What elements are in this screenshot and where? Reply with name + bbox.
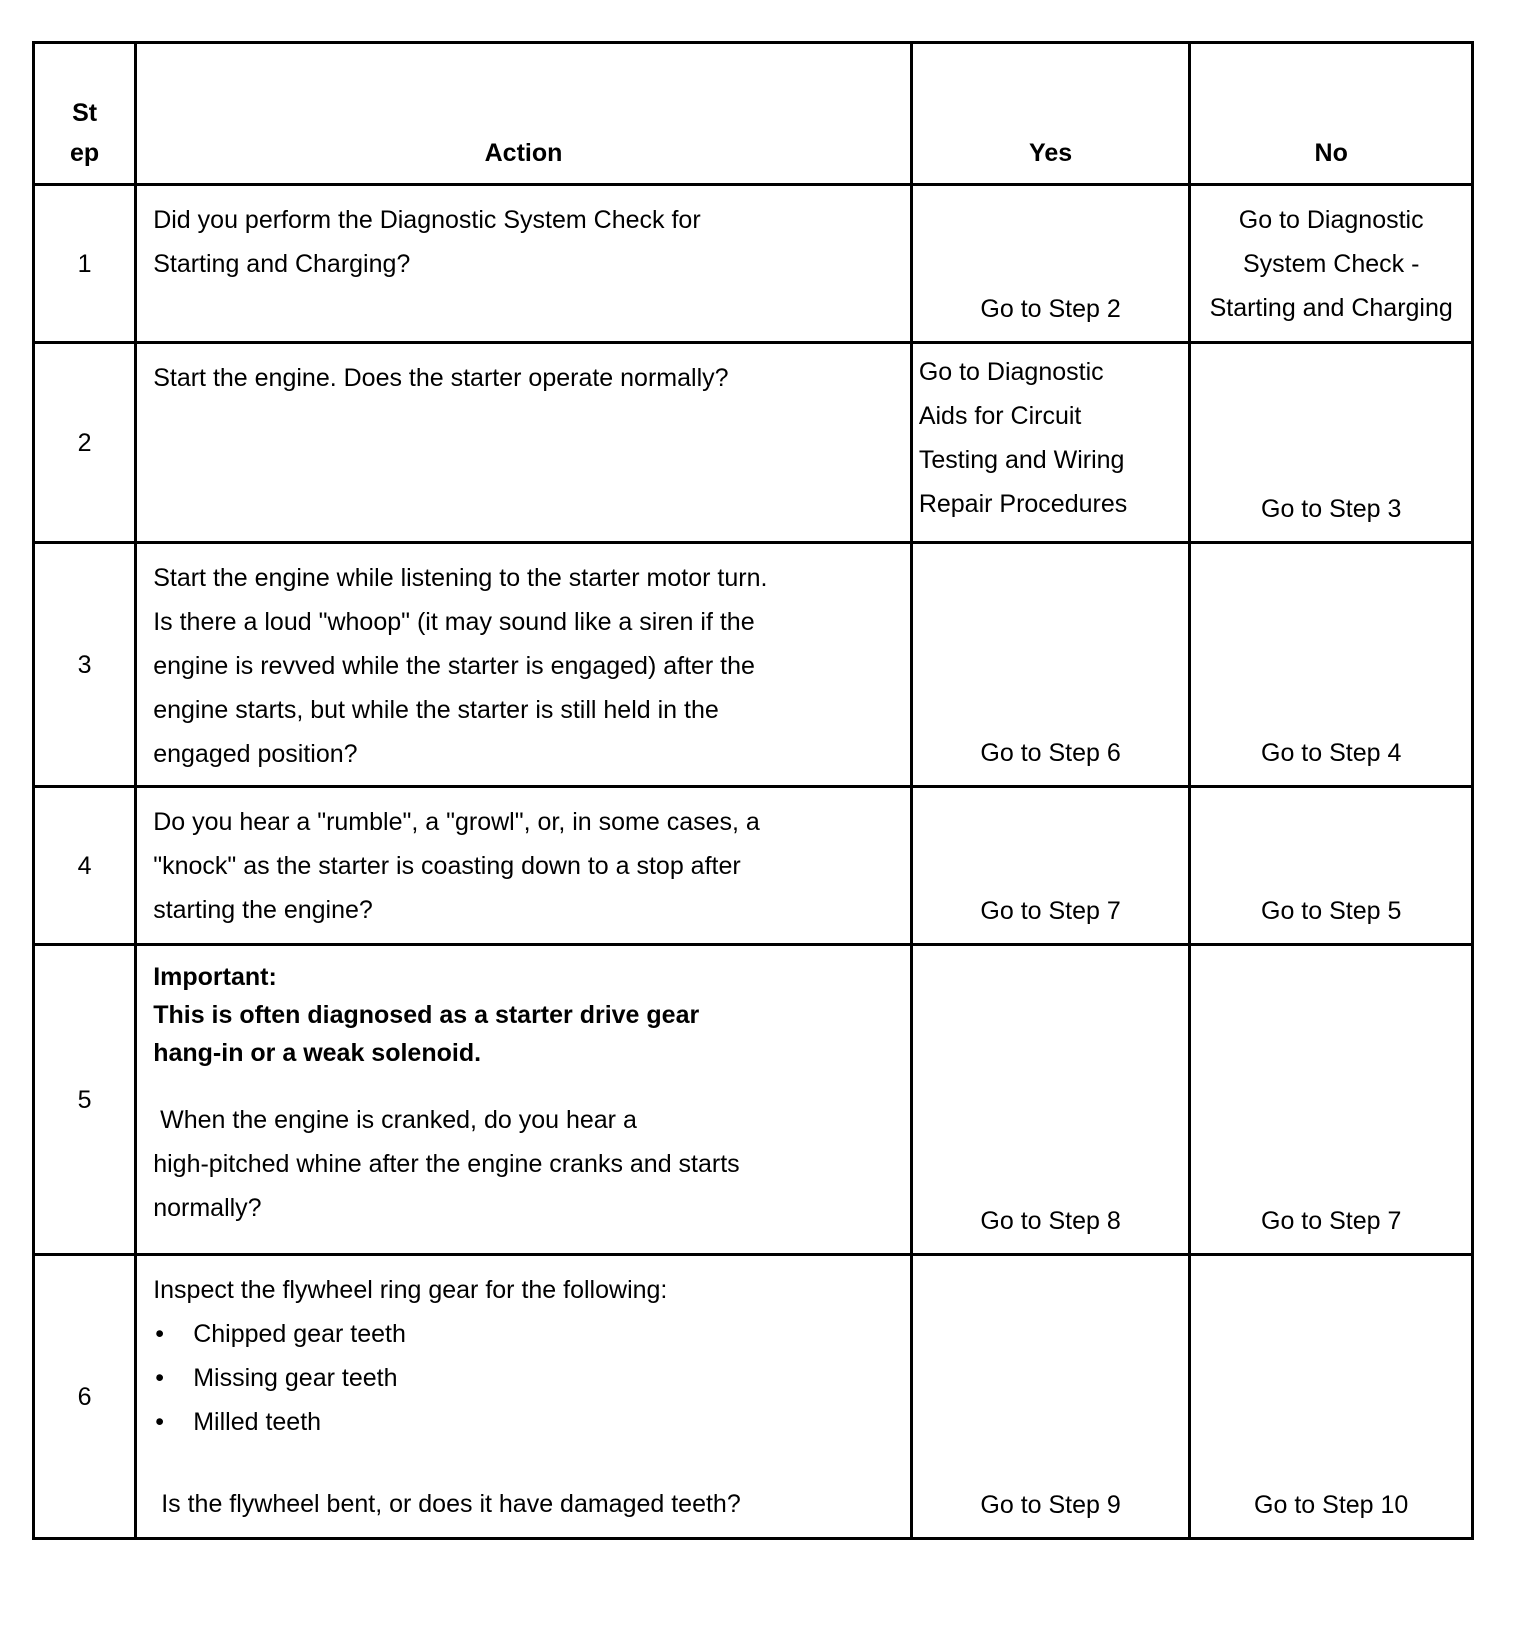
table-row bbox=[34, 945, 1473, 1255]
header-step: St ep bbox=[34, 43, 136, 185]
yes-line: Aids for Circuit bbox=[918, 402, 1082, 430]
spacer bbox=[153, 1444, 894, 1482]
action-line: Is there a loud "whoop" (it may sound like a siren if the bbox=[153, 608, 755, 636]
action-line: high-pitched whine after the engine cranks and starts bbox=[153, 1150, 740, 1178]
action-line: Do you hear a "rumble", a "growl", or, in some cases, a bbox=[153, 808, 760, 836]
action-line: engine starts, but while the starter is still held in the bbox=[153, 696, 719, 724]
action-cell bbox=[136, 343, 912, 543]
action-line: Start the engine while listening to the starter motor turn. bbox=[153, 564, 768, 592]
action-line: normally? bbox=[153, 1194, 262, 1222]
yes-cell: Go to Step 9 bbox=[911, 1255, 1190, 1539]
header-no: No bbox=[1190, 43, 1473, 185]
action-line: engine is revved while the starter is engaged) after the bbox=[153, 652, 755, 680]
no-line: Go to Diagnostic bbox=[1238, 206, 1424, 234]
yes-cell: Go to Step 6 bbox=[911, 543, 1190, 787]
action-line: Starting and Charging? bbox=[153, 250, 411, 278]
action-cell bbox=[136, 1255, 912, 1539]
important-line: hang-in or a weak solenoid. bbox=[153, 1039, 482, 1067]
action-line: "knock" as the starter is coasting down to a stop after bbox=[153, 852, 741, 880]
no-cell bbox=[1190, 185, 1473, 343]
no-cell: Go to Step 4 bbox=[1190, 543, 1473, 787]
action-line: Is the flywheel bent, or does it have damaged teeth? bbox=[161, 1490, 741, 1518]
yes-cell: Go to Step 7 bbox=[911, 787, 1190, 945]
table-row bbox=[34, 787, 1473, 945]
list-item bbox=[153, 1356, 894, 1400]
bullet-text: Chipped gear teeth bbox=[193, 1320, 406, 1348]
no-cell: Go to Step 5 bbox=[1190, 787, 1473, 945]
table-row bbox=[34, 543, 1473, 787]
step-number: 5 bbox=[34, 945, 136, 1255]
no-line: Starting and Charging bbox=[1209, 294, 1453, 322]
action-cell bbox=[136, 787, 912, 945]
yes-cell bbox=[911, 343, 1190, 543]
action-line: Inspect the flywheel ring gear for the following: bbox=[153, 1276, 668, 1304]
action-line: engaged position? bbox=[153, 740, 358, 768]
header-yes: Yes bbox=[911, 43, 1190, 185]
action-cell bbox=[136, 543, 912, 787]
step-number: 4 bbox=[34, 787, 136, 945]
table-row bbox=[34, 1255, 1473, 1539]
table-row bbox=[34, 343, 1473, 543]
bullet-list bbox=[153, 1312, 894, 1444]
spacer bbox=[153, 1072, 894, 1098]
header-row bbox=[34, 43, 1473, 185]
important-label: Important: bbox=[153, 963, 277, 991]
no-cell: Go to Step 10 bbox=[1190, 1255, 1473, 1539]
bullet-text: Missing gear teeth bbox=[193, 1364, 398, 1392]
list-item bbox=[153, 1312, 894, 1356]
bullet-icon: • bbox=[155, 1408, 164, 1436]
action-line: Did you perform the Diagnostic System Check for bbox=[153, 206, 701, 234]
action-line: Start the engine. Does the starter operate normally? bbox=[153, 364, 729, 392]
bullet-icon: • bbox=[155, 1364, 164, 1392]
action-cell bbox=[136, 945, 912, 1255]
yes-line: Repair Procedures bbox=[918, 490, 1128, 518]
yes-cell: Go to Step 2 bbox=[911, 185, 1190, 343]
step-number: 1 bbox=[34, 185, 136, 343]
action-cell bbox=[136, 185, 912, 343]
step-number: 6 bbox=[34, 1255, 136, 1539]
step-number: 2 bbox=[34, 343, 136, 543]
no-line: System Check - bbox=[1242, 250, 1420, 278]
yes-line: Testing and Wiring bbox=[918, 446, 1125, 474]
list-item bbox=[153, 1400, 894, 1444]
important-line: This is often diagnosed as a starter drive gear bbox=[153, 1001, 700, 1029]
yes-cell: Go to Step 8 bbox=[911, 945, 1190, 1255]
bullet-text: Milled teeth bbox=[193, 1408, 322, 1436]
no-cell: Go to Step 3 bbox=[1190, 343, 1473, 543]
action-line: starting the engine? bbox=[153, 896, 373, 924]
header-action: Action bbox=[136, 43, 912, 185]
bullet-icon: • bbox=[155, 1320, 164, 1348]
diagnostic-table bbox=[32, 41, 1474, 1540]
table-row bbox=[34, 185, 1473, 343]
action-line: When the engine is cranked, do you hear a bbox=[153, 1106, 637, 1134]
yes-line: Go to Diagnostic bbox=[918, 358, 1104, 386]
no-cell: Go to Step 7 bbox=[1190, 945, 1473, 1255]
step-number: 3 bbox=[34, 543, 136, 787]
